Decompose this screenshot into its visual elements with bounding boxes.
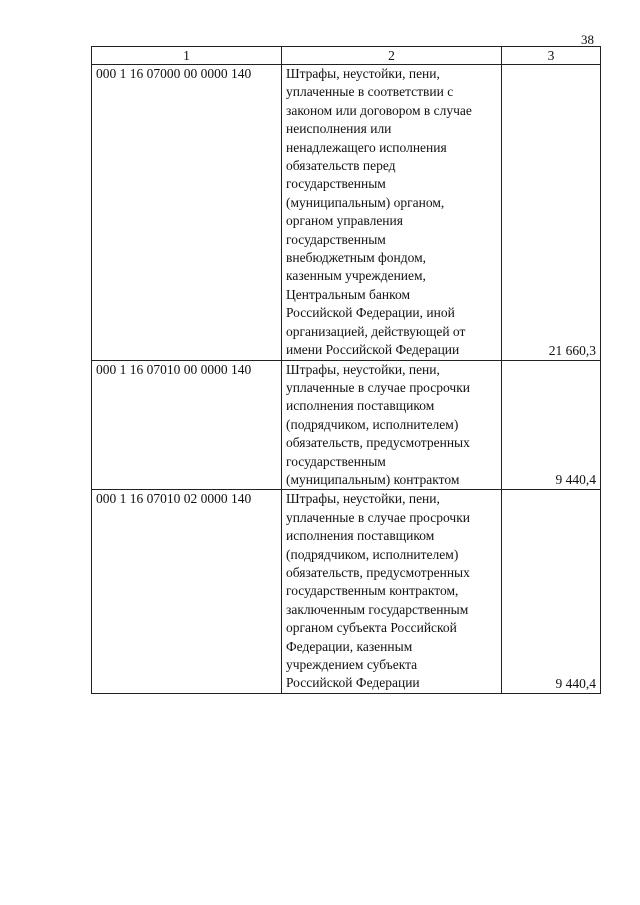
revenue-name-line: учреждением субъекта: [286, 657, 418, 672]
table-row: [92, 490, 601, 693]
revenue-name-line: Штрафы, неустойки, пени,: [286, 361, 440, 377]
revenue-name-line: государственным: [286, 453, 386, 469]
table-row: [92, 65, 601, 361]
revenue-name-line: обязательств перед: [286, 158, 396, 174]
revenue-name-line: уплаченные в случае просрочки: [286, 509, 470, 525]
revenue-name-line: Штрафы, неустойки, пени,: [286, 66, 440, 81]
revenue-name-line: заключенным государственным: [286, 601, 469, 617]
cell-revenue-name: [282, 65, 502, 361]
revenue-name-line: ненадлежащего исполнения: [286, 139, 447, 155]
revenue-name-line: исполнения поставщиком: [286, 398, 435, 414]
column-header-code: 1: [92, 47, 282, 65]
revenue-name-line: (муниципальным) контрактом: [286, 471, 460, 487]
revenue-name-line: (муниципальным) органом,: [286, 194, 445, 210]
column-header-amount: 3: [502, 47, 601, 65]
cell-revenue-name: [282, 360, 502, 490]
revenue-name-line: государственным: [286, 176, 386, 192]
cell-amount: 9 440,4: [502, 360, 601, 490]
revenue-name-line: государственным: [286, 231, 386, 247]
revenue-name-line: внебюджетным фондом,: [286, 250, 426, 266]
revenue-name-line: неисполнения или: [286, 121, 392, 137]
budget-revenue-table: [91, 46, 601, 694]
cell-budget-code: 000 1 16 07010 02 0000 140: [92, 490, 282, 693]
revenue-name-line: (подрядчиком, исполнителем): [286, 416, 459, 432]
cell-budget-code: 000 1 16 07000 00 0000 140: [92, 65, 282, 361]
revenue-name-line: имени Российской Федерации: [286, 342, 460, 358]
revenue-name-line: Российской Федерации, иной: [286, 305, 455, 321]
cell-budget-code: 000 1 16 07010 00 0000 140: [92, 360, 282, 490]
table-body: [92, 65, 601, 694]
revenue-name-line: Российской Федерации: [286, 675, 420, 691]
revenue-name-line: обязательств, предусмотренных: [286, 435, 470, 451]
revenue-name-line: уплаченные в случае просрочки: [286, 379, 470, 395]
revenue-name-line: уплаченные в соответствии с: [286, 84, 454, 100]
revenue-name-line: органом управления: [286, 213, 403, 229]
page-number: 38: [581, 32, 594, 47]
cell-revenue-name: [282, 490, 502, 693]
revenue-name-line: казенным учреждением,: [286, 268, 426, 284]
column-header-name: 2: [282, 47, 502, 65]
revenue-name-line: государственным контрактом,: [286, 583, 459, 599]
revenue-name-line: органом субъекта Российской: [286, 620, 457, 636]
table-row: [92, 360, 601, 490]
table-header-row: [92, 47, 601, 65]
revenue-name-line: Центральным банком: [286, 286, 410, 302]
revenue-name-line: организацией, действующей от: [286, 323, 466, 339]
revenue-name-line: (подрядчиком, исполнителем): [286, 546, 459, 562]
revenue-name-line: законом или договором в случае: [286, 102, 472, 118]
revenue-name-line: исполнения поставщиком: [286, 528, 435, 544]
cell-amount: 21 660,3: [502, 65, 601, 361]
revenue-name-line: обязательств, предусмотренных: [286, 564, 470, 580]
cell-amount: 9 440,4: [502, 490, 601, 693]
revenue-name-line: Федерации, казенным: [286, 638, 413, 654]
revenue-name-line: Штрафы, неустойки, пени,: [286, 491, 440, 507]
